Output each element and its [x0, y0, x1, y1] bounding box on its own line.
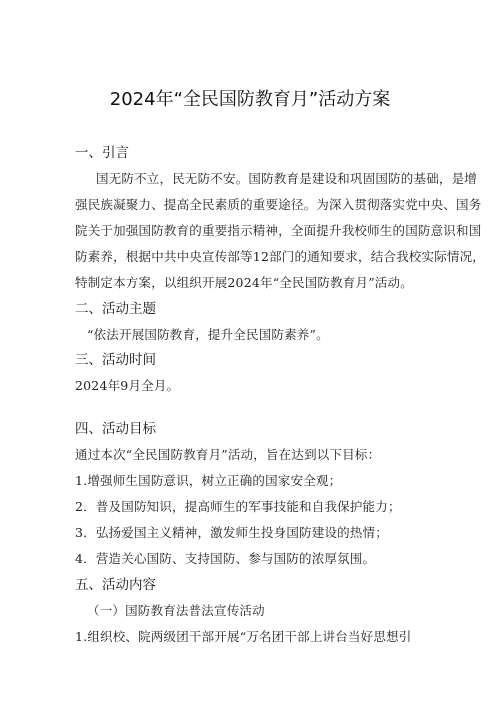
document-title: 2024年“全民国防教育月”活动方案 [109, 89, 391, 110]
intro-line-5: 特制定本方案，以组织开展2024年“全民国防教育月”活动。 [75, 275, 413, 290]
intro-line-2: 强民族凝聚力、提高全民素质的重要途径。为深入贯彻落实党中央、国务 [75, 197, 482, 212]
section-heading-theme: 二、活动主题 [75, 301, 156, 317]
intro-line-4: 防素养，根据中共中央宣传部等12部门的通知要求，结合我校实际情况， [75, 249, 486, 264]
section-heading-time: 三、活动时间 [75, 352, 156, 368]
section-heading-intro: 一、引言 [75, 145, 129, 161]
time-text: 2024年9月全月。 [75, 378, 180, 393]
content-subheading: （一）国防教育法普法宣传活动 [87, 603, 265, 618]
goal-item-3: 3．弘扬爱国主义精神，激发师生投身国防建设的热情； [75, 525, 388, 540]
section-heading-content: 五、活动内容 [75, 577, 156, 593]
intro-line-3: 院关于加强国防教育的重要指示精神，全面提升我校师生的国防意识和国 [75, 223, 482, 238]
goal-item-4: 4．营造关心国防、支持国防、参与国防的浓厚氛围。 [75, 551, 376, 566]
goal-item-1: 1.增强师生国防意识，树立正确的国家安全观； [75, 473, 342, 488]
content-item-1: 1.组织校、院两级团干部开展“万名团干部上讲台当好思想引 [75, 629, 412, 644]
intro-line-1: 国无防不立，民无防不安。国防教育是建设和巩固国防的基础，是增 [96, 171, 478, 186]
theme-text: “依法开展国防教育，提升全民国防素养”。 [87, 327, 329, 342]
section-heading-goals: 四、活动目标 [75, 421, 156, 437]
goals-intro: 通过本次“全民国防教育月”活动，旨在达到以下目标： [75, 447, 381, 462]
goal-item-2: 2．普及国防知识，提高师生的军事技能和自我保护能力； [75, 499, 401, 514]
